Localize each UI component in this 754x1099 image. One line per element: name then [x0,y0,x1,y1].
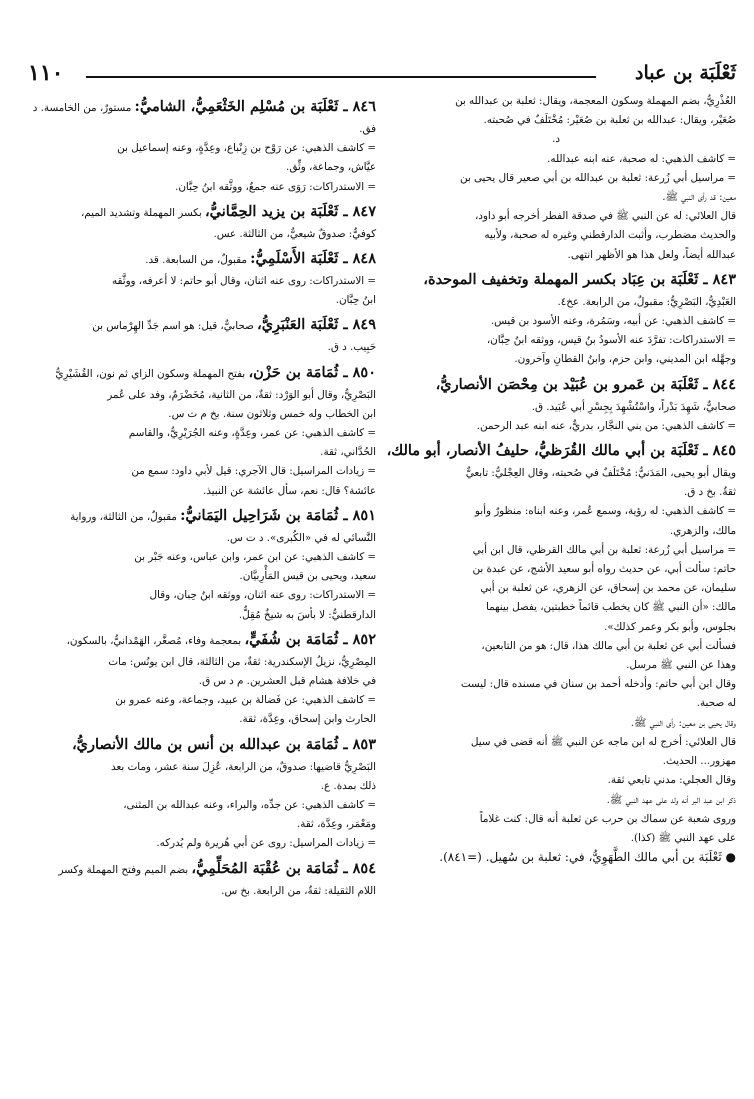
entry-heading: ٨٤٧ ـ ثَعْلَبَة بن يزيد الحِمَّانيُّ، [204,202,376,220]
text-line: على عهد النبي ﷺ (كذا). [630,831,736,844]
text-line: ابن الخطاب وله خمس وثلاثون سنة. بخ م ت س. [168,407,376,420]
entry-heading: ٨٥٠ ـ ثُمَامَة بن حَزْن، [248,363,376,381]
entry-heading-tail: بفتح المهملة وسكون الزاي ثم نون، القُشَيْرِيُّ [55,367,246,380]
entry-846 [18,94,376,197]
text-line: = كاشف الذهبي: عن عمر، وعِدَّةٍ، وعنه الجُرَيْرِيُّ، والقاسم [128,427,376,440]
running-title: ثَعْلَبَة بن عباد [635,62,736,84]
entry-849 [18,312,376,357]
text-line: = مراسيل أبي زُرعة: ثعلبة بن أبي مالك القرظي، قال ابن أبي [472,543,736,556]
entry-heading: ٨٥٤ ـ ثُمَامَة بن عُقْبَة المُحَلِّمِيُّ، [191,859,376,877]
text-line: عيَّاش، وجماعة، وثِّق. [286,161,376,174]
cross-reference-note: ● ثَعْلَبَة بن أبي مالك الطَّهَوِيُّ، في: ثعلبة بن سُهيل. (=٨٤١). [439,850,736,865]
text-line: = زيادات المراسيل: قال الآجري: قيل لأبي داود: سمع من [131,465,376,478]
entry-848 [18,246,376,310]
entry-heading-tail: بضم الميم وفتح المهملة وكسر [58,863,189,876]
text-line: ذلك بمدة. ع. [320,779,376,792]
text-line: صحابيٌّ، شَهِدَ بَدْراً، واسْتُشْهِدَ بِجِسْرِ أبي عُبَيد. ق. [531,400,736,413]
text-line: اللام الثقيلة: ثقةٌ، من الرابعة. بخ س. [221,884,376,897]
text-line: كوفيٌّ: صدوقٌ شيعيٌّ، من الثالثة. عس. [213,227,376,240]
text-line: = مراسيل أبي زُرعة: ثعلبة بن عبدالله بن أبي صعير قال يحيى بن [460,171,736,184]
text-line: = كاشف الذهبي: عن رَوْح بن زِنْباع، وعِدَّةٍ، وعنه إسماعيل بن [117,142,376,155]
text-line: سعيد، ويحيى بن قيس المَأْرِبيَّان. [239,570,376,583]
text-line: د. [552,133,560,146]
text-line: البَصْرِيُّ قاضيها: صدوقٌ، من الرابعة، عُزِلَ سنة عشر، ومات بعد [111,760,376,773]
text-line: = كاشف الذهبي: من بني النجَّار، بدريٌّ، عنه ابنه عبد الرحمن. [476,419,736,432]
entry-heading-tail: مقبولٌ، من السابعة. قد. [145,254,247,267]
entry-heading-tail: بكسر المهملة وتشديد الميم، [80,206,202,219]
text-line: الحارث وابن إسحاق، وعِدَّة، ثقة. [239,713,376,726]
text-line: الدارقطنيُّ: لا بأسَ به شيخٌ مُقِلٌّ. [238,608,376,621]
entry-heading-tail: بمعجمة وفاء، مُصغَّر، الهَمْدانيُّ، بالسكون، [66,634,242,647]
text-line: = الاستدراكات: تفرَّدَ عنه الأسودُ بنُ قيس، ووثقه ابنُ حِبَّان، [486,334,736,347]
text-line: = كاشف الذهبي: عن ابن عمر، وابن عباس، وعنه جَبْر بن [134,551,376,564]
text-line: مالك، والزهري. [669,524,736,537]
text-line: سليمان، عن محمد بن إسحاق، عن الزهري، عن ثعلبة بن أبي [480,582,736,595]
text-line: وجهَّله ابن المديني، وابن حزم، وابنُ القطانِ وآخرون. [514,353,736,366]
text-line: ومَعْمَر، وعِدَّة، ثقة. [296,818,376,831]
entry-heading: ٨٤٩ ـ ثَعْلَبَة العَنْبَرِيُّ، [257,316,376,334]
text-line: مهزور... الحديث. [662,755,736,768]
text-line: = كاشف الذهبي: له رؤية، وسمع عُمر، وعنه ابناه: منظورٌ وأبو [474,505,736,518]
entry-heading: ٨٤٦ ـ ثَعْلَبَة بن مُسْلِم الخَثْعَمِيُّ، الشاميُّ: [134,98,376,115]
text-line: وقال العجلي: مدني تابعي ثقة. [607,774,736,787]
entry-843 [376,267,736,370]
text-line: وهذا عن النبي ﷺ مرسل. [626,659,736,672]
right-column [376,92,736,867]
text-line: العُذْرِيُّ، بضم المهملة وسكون المعجمة، ويقال: ثعلبة بن عبدالله بن [455,95,736,107]
text-line: وروى شعبة عن سماك بن حرب عن ثعلبة أنه قال: كنت غلاماً [479,812,736,825]
text-line: البَصْرِيُّ، وقال أبو الوَرْد: ثقةٌ، من الثانية، مُخَضْرَمٌ، وفد على عُمر [107,388,376,401]
text-line: صُعَيْر، ويقال: عبدالله بن ثعلبة بن صُعَيْر: مُخْتَلَفٌ في صُحبته. [483,114,736,127]
text-line: والحديث مضطرب، وأثبت الدارقطني وغيره له صحبة، ولأبيه [484,229,736,242]
text-line: مالك: «أن النبي ﷺ كان يخطب قائماً خطبتين، يفصل بينهما [485,601,736,614]
text-line: له صحبة. [696,697,736,710]
entry-845 [376,438,736,848]
text-line: ابنُ حِبَّان. [335,294,376,307]
text-line: فسألت أبي عن ثعلبة بن أبي مالك هذا، قال: هو من التابعين، [481,639,736,652]
text-line: وقال يحيى بن معين: رأى النبي ﷺ. [630,716,736,729]
text-line: ويقال أبو يحيى، المَدَنيُّ: مُخْتَلَفٌ في صُحبته، وقال العِجْليُّ: تابعيٌّ [465,467,736,480]
text-line: وقال ابن أبي حاتم: وأدخله أحمد بن سنان في مسنده قال: ليست [460,678,736,691]
text-line: قال العلائي: له عن النبي ﷺ في صدقة الفطر أخرجه أبو داود، [474,210,736,223]
entry-854 [18,856,376,901]
text-line: = الاستدراكات: روى عنه اثنان، وقال أبو حاتم: لا أعرفه، ووثَّقه [111,275,376,288]
text-line: ذكر ابن عبد البر أنه ولد على عهد النبي ﷺ. [606,793,736,806]
text-line: ثقةٌ. بخ د ق. [683,486,736,499]
text-line: = كاشف الذهبي: عن جدِّه، والبراء، وعنه عبدالله بن المثنى، [123,799,376,812]
entry-heading-tail: مقبولٌ، من الثالثة، ورواية [70,510,177,523]
text-line: حَبِيب. د ق. [327,341,376,354]
entry-850 [18,360,376,501]
text-line: بجلوس، وأبو بكر وعمر كذلك». [604,620,736,633]
text-line: العَبْدِيُّ، البَصْرِيُّ: مقبولٌ، من الرابعة. عخ٤. [557,295,736,308]
text-line: = زيادات المراسيل: روى عن أبي هُريرة ولم يُدركه. [156,837,376,850]
text-line: = كاشف الذهبي: عن أبيه، وسَمُرة، وعنه الأسود بن قيس. [490,315,736,328]
text-line: = كاشف الذهبي: عن فَضالة بن عبيد، وجماعة، وعنه عمرو بن [115,694,376,707]
entry-heading: ٨٤٨ ـ ثَعْلَبَة الأَسْلَمِيُّ: [250,250,376,268]
entry-heading: ٨٥١ ـ ثُمَامَة بن شَرَاحِيل اليَمَانيُّ: [180,506,376,524]
text-line: قال العلائي: أخرج له ابن ماجه عن النبي ﷺ أنه قضى في سيل [470,735,736,748]
entry-heading: ٨٤٤ ـ ثَعْلَبَة بن عَمرو بن عُبَيْد بن مِحْصَن الأنصاريُّ، [435,375,736,393]
text-line: النَّسائي له في «الكُبرى». د ت س. [226,531,376,544]
text-line: معين: قد رأى النبي ﷺ. [662,191,736,204]
text-line: حاتم: سألت أبي، عن حديث رواه أبو سعيد الأشج، عن عبدة بن [472,563,736,576]
text-line: الحُدَّاني، ثقة. [320,446,376,459]
entry-844 [376,372,736,436]
page-header [28,60,736,88]
text-line: عائشة؟ قال: نعم، سأل عائشة عن النبيذ. [202,484,376,497]
entry-heading: ٨٤٥ ـ ثَعْلَبَة بن أبي مالك القُرَظيُّ، حليفُ الأنصار، أبو مالك، [386,442,736,460]
entry-852 [18,627,376,730]
text-line: = كاشف الذهبي: له صحبة، عنه ابنه عبدالله. [547,152,736,165]
text-line: = الاستدراكات: روى عنه اثنان، ووثقه ابنُ حِبان، وقال [149,589,376,602]
entry-heading: ٨٥٢ ـ ثُمَامَة بن شُفَيٍّ، [244,630,376,648]
entry-847 [18,199,376,244]
entry-heading: ٨٥٣ ـ ثُمَامَة بن عبدالله بن أنس بن مالك الأنصاريُّ، [71,735,376,753]
left-column [18,92,376,901]
text-line: فق. [359,123,376,135]
text-line: في خلافة هشام قبل العشرين. م د س ق. [198,675,376,688]
entry-heading-tail: مستورٌ، من الخامسة. د [32,102,132,114]
entry-heading: ٨٤٣ ـ ثَعْلَبَة بن عِبَاد بكسر المهملة وتخفيف الموحدة، [423,270,736,288]
text-line: المِصْرِيُّ، نزيلُ الإسكندرية: ثقةٌ، من الثالثة، قال ابن يونُس: مات [108,655,376,668]
text-line: عبدالله أيضاً، ولعل هذا هو الأظهر انتهى. [567,248,736,261]
page-number: ١١٠ [28,60,64,86]
entry-heading-tail: صحابيٌّ، قيل: هو اسم جَدِّ الهِرْماس بن [92,320,254,333]
entry-853 [18,732,376,854]
header-rule [86,76,596,78]
text-line: = الاستدراكات: رَوَى عنه جمعٌ، ووثَّقه ابنُ حِبَّان. [175,180,376,193]
entry-851 [18,503,376,625]
